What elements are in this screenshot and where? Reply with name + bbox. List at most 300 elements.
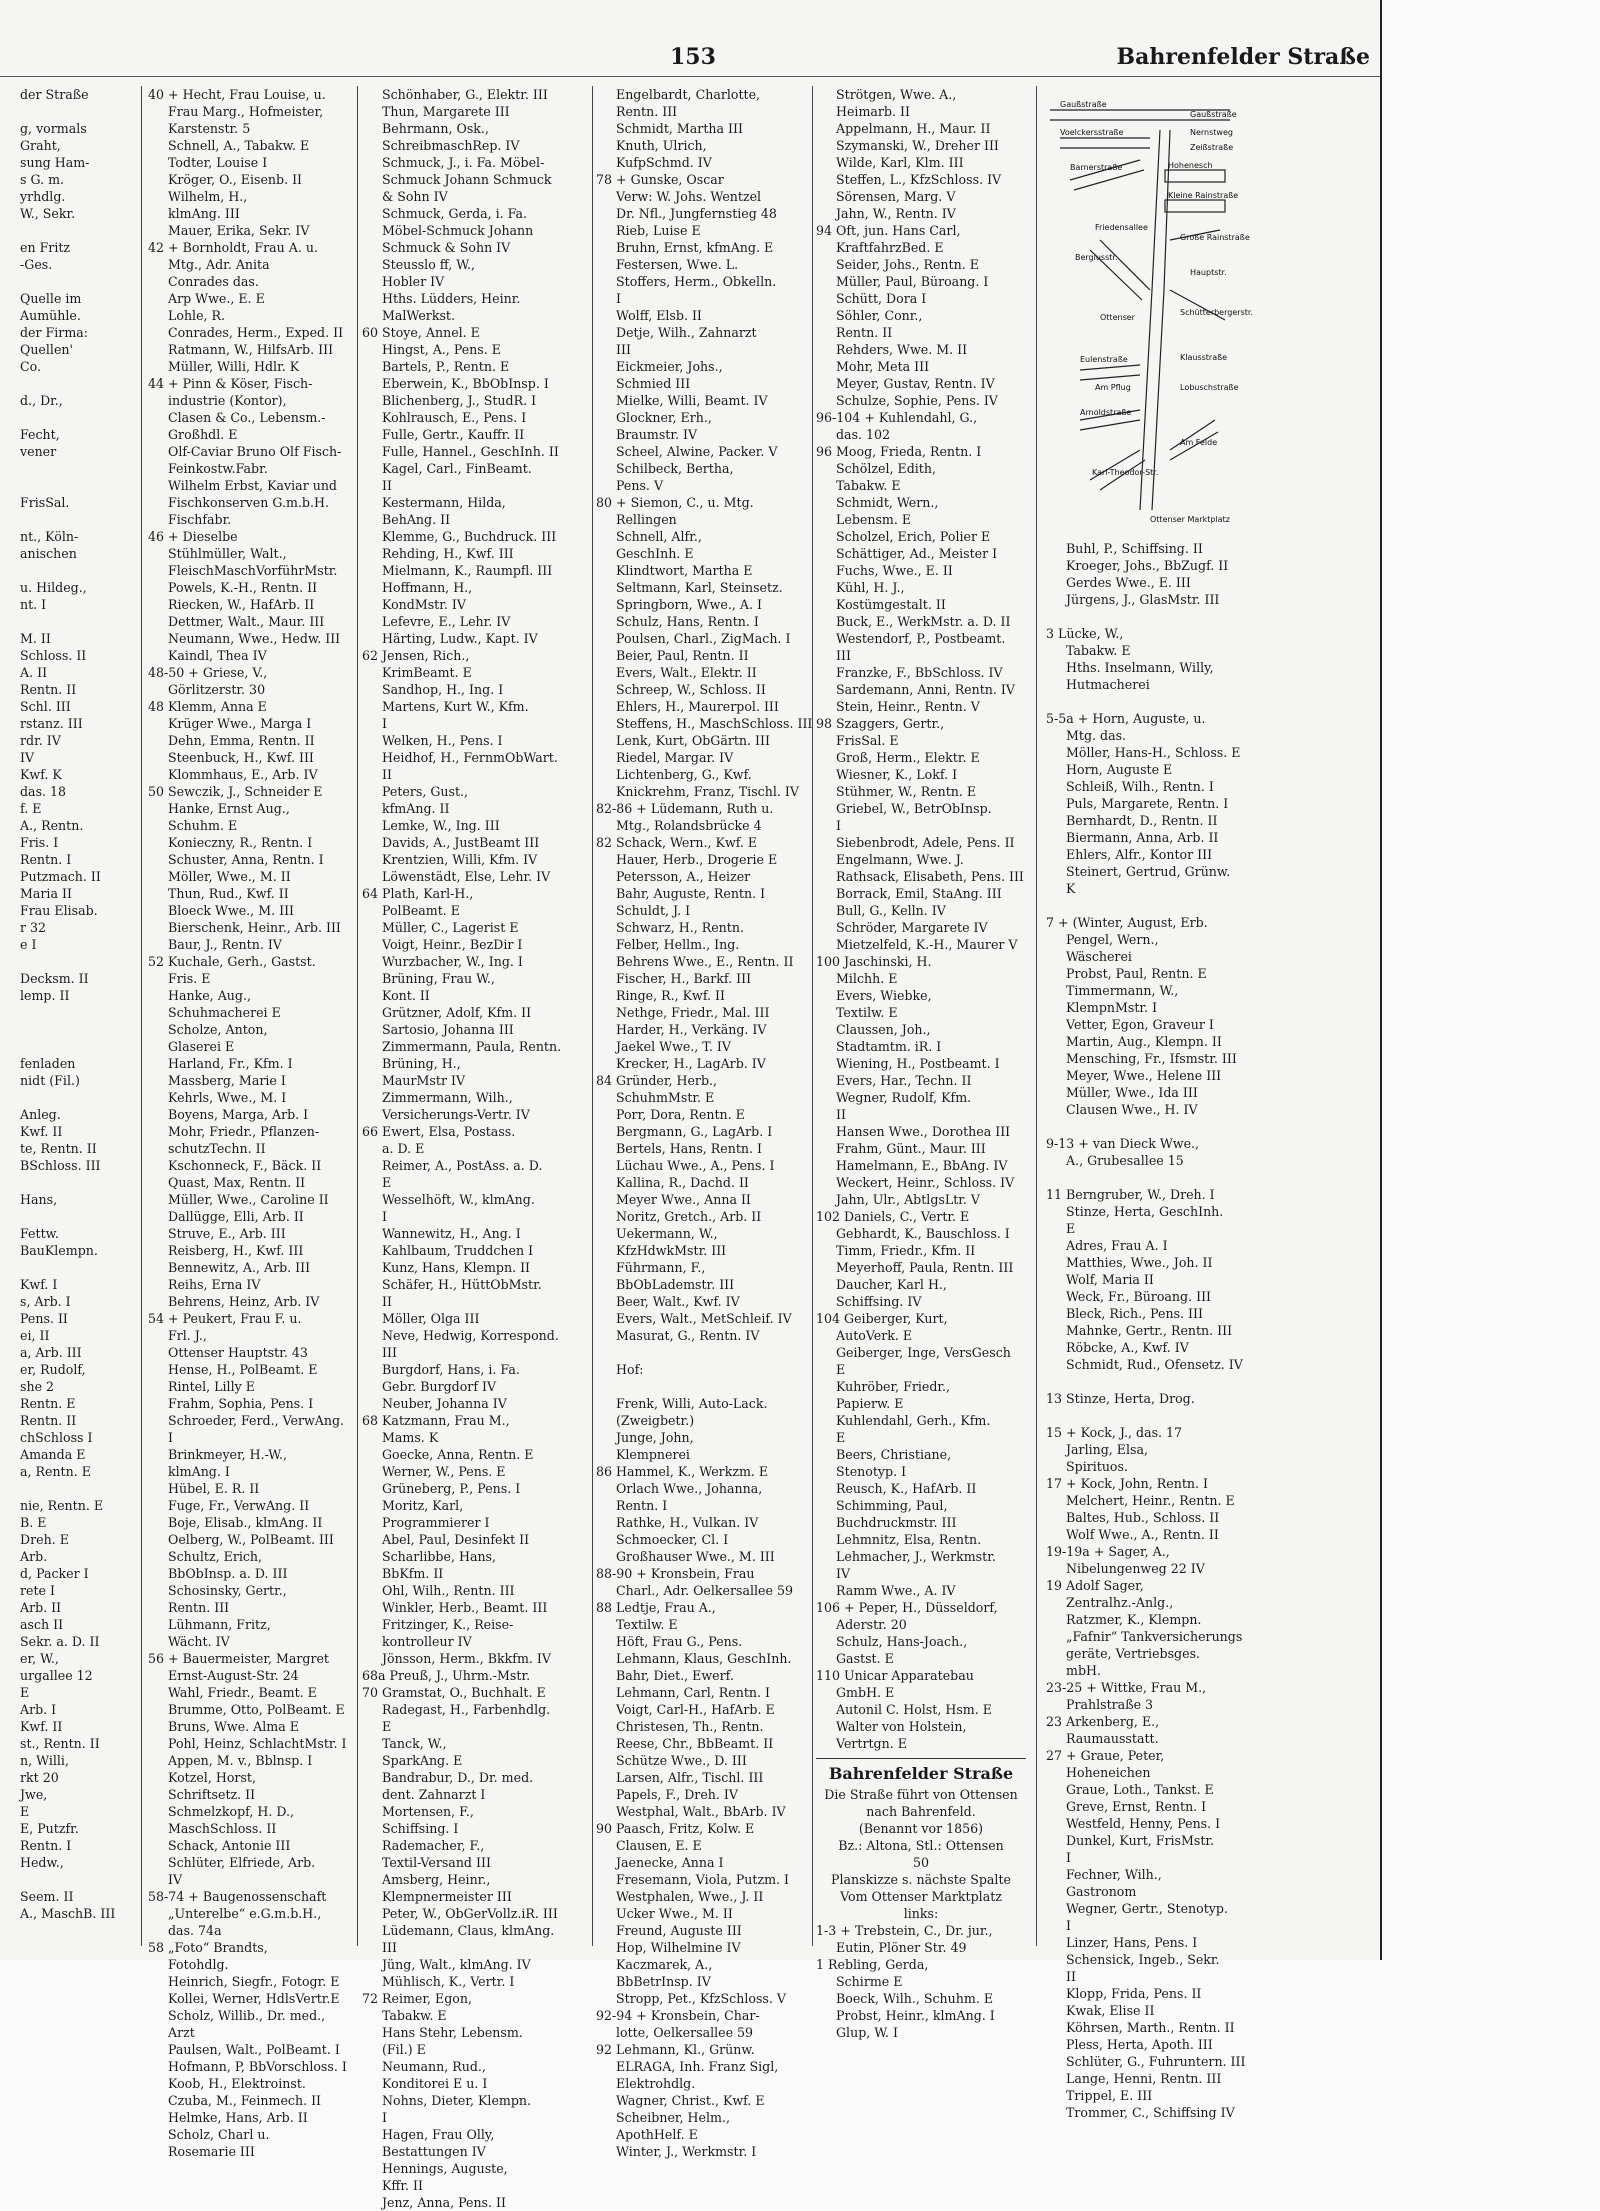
directory-entry-line: Meyerhoff, Paula, Rentn. III (836, 1260, 1014, 1275)
directory-entry-line: Rellingen (616, 512, 677, 527)
directory-entry-line: Wahl, Friedr., Beamt. E (168, 1685, 317, 1700)
directory-entry-line: 90 Paasch, Fritz, Kolw. E (596, 1821, 755, 1836)
directory-entry-line: Radegast, H., Farbenhdlg. (382, 1702, 551, 1717)
directory-entry-line: Porr, Dora, Rentn. E (616, 1107, 745, 1122)
directory-entry-line: der Straße (20, 87, 89, 102)
map-street-label: Nernstweg (1190, 128, 1233, 137)
directory-entry-line: Linzer, Hans, Pens. I (1066, 1935, 1198, 1950)
directory-entry-line: KlempnMstr. I (1066, 1000, 1158, 1015)
directory-entry-line: Söhler, Conr., (836, 308, 923, 323)
section-note-line: Vom Ottenser Marktplatz (840, 1889, 1002, 1904)
directory-entry-line: Walter von Holstein, (836, 1719, 967, 1734)
directory-entry-line: Müller, Wwe., Ida III (1066, 1085, 1198, 1100)
directory-entry-line: Klemme, G., Buchdruck. III (382, 529, 557, 544)
directory-entry-line: Reusch, K., HafArb. II (836, 1481, 977, 1496)
directory-entry-line: 84 Gründer, Herb., (596, 1073, 718, 1088)
directory-entry-line: -Ges. (20, 257, 53, 272)
directory-entry-line: Rentn. II (20, 682, 77, 697)
directory-entry-line: Wiesner, K., Lokf. I (836, 767, 958, 782)
directory-entry-line: Rademacher, F., (382, 1838, 485, 1853)
directory-entry-line: Steusslo ff, W., (382, 257, 476, 272)
directory-entry-line: Kallina, R., Dachd. II (616, 1175, 749, 1190)
directory-entry-line: 15 + Kock, J., das. 17 (1046, 1425, 1183, 1440)
directory-entry-line: Schloss. II (20, 648, 87, 663)
directory-entry-line: Brüning, Frau W., (382, 971, 495, 986)
directory-entry-line: Poulsen, Charl., ZigMach. I (616, 631, 791, 646)
directory-entry-line: Griebel, W., BetrObInsp. (836, 801, 992, 816)
directory-entry-line: nidt (Fil.) (20, 1073, 80, 1088)
map-street-label: Hohenesch (1168, 161, 1213, 170)
directory-entry-line: Aderstr. 20 (836, 1617, 907, 1632)
map-street-label: Bergiusstr. (1075, 253, 1118, 262)
directory-entry-line: Christesen, Th., Rentn. (616, 1719, 764, 1734)
directory-entry-line: u. Hildeg., (20, 580, 87, 595)
directory-entry-line: Schölzel, Edith, (836, 461, 936, 476)
directory-entry-line: Rathsack, Elisabeth, Pens. III (836, 869, 1024, 884)
directory-entry-line: Lehmann, Carl, Rentn. I (616, 1685, 771, 1700)
directory-entry-line: A., Rentn. (20, 818, 84, 833)
directory-entry-line: Clausen Wwe., H. IV (1066, 1102, 1198, 1117)
directory-entry-line: Schmuck Johann Schmuck (382, 172, 552, 187)
directory-entry-line: Fuge, Fr., VerwAng. II (168, 1498, 310, 1513)
directory-entry-line: AutoVerk. E (836, 1328, 913, 1343)
directory-entry-line: Westphalen, Wwe., J. II (616, 1889, 764, 1904)
directory-entry-line: Fechner, Wilh., (1066, 1867, 1162, 1882)
map-street-label: Gaußstraße (1190, 110, 1237, 119)
directory-entry-line: Powels, K.-H., Rentn. II (168, 580, 318, 595)
directory-entry-line: Borrack, Emil, StaAng. III (836, 886, 1002, 901)
directory-entry-line: Thun, Margarete III (382, 104, 510, 119)
directory-entry-line: 102 Daniels, C., Vertr. E (816, 1209, 970, 1224)
directory-entry-line: Klommhaus, E., Arb. IV (168, 767, 318, 782)
directory-entry-line: Bernhardt, D., Rentn. II (1066, 813, 1218, 828)
directory-entry-line: Verw: W. Johs. Wentzel (616, 189, 762, 204)
directory-entry-line: Arb. (20, 1549, 48, 1564)
directory-entry-line: Blichenberg, J., StudR. I (382, 393, 537, 408)
directory-entry-line: Thun, Rud., Kwf. II (168, 886, 289, 901)
directory-entry-line: Biermann, Anna, Arb. II (1066, 830, 1219, 845)
directory-entry-line: SchuhmMstr. E (616, 1090, 715, 1105)
directory-entry-line: kfmAng. II (382, 801, 450, 816)
directory-entry-line: Rathke, H., Vulkan. IV (616, 1515, 759, 1530)
directory-entry-line: Abel, Paul, Desinfekt II (382, 1532, 530, 1547)
directory-entry-line: rdr. IV (20, 733, 61, 748)
directory-entry-line: 96-104 + Kuhlendahl, G., (816, 410, 978, 425)
column-1 (148, 86, 353, 2160)
directory-entry-line: 64 Plath, Karl-H., (362, 886, 474, 901)
directory-entry-line: Davids, A., JustBeamt III (382, 835, 540, 850)
directory-entry-line: Detje, Wilh., Zahnarzt (616, 325, 757, 340)
directory-entry-line: Westfeld, Henny, Pens. I (1066, 1816, 1221, 1831)
directory-entry-line: Dr. Nfl., Jungfernstieg 48 (616, 206, 777, 221)
directory-entry-line: Prahlstraße 3 (1066, 1697, 1154, 1712)
directory-entry-line: Rentn. II (836, 325, 893, 340)
directory-entry-line: Hop, Wilhelmine IV (616, 1940, 741, 1955)
directory-entry-line: Milchh. E (836, 971, 898, 986)
directory-entry-line: Timmermann, W., (1066, 983, 1179, 998)
directory-entry-line: Jönsson, Herm., Bkkfm. IV (382, 1651, 551, 1666)
directory-entry-line: Wannewitz, H., Ang. I (382, 1226, 521, 1241)
directory-entry-line: Martin, Aug., Klempn. II (1066, 1034, 1222, 1049)
directory-entry-line: r 32 (20, 920, 47, 935)
directory-entry-line: Brüning, H., (382, 1056, 461, 1071)
directory-entry-line: vener (20, 444, 57, 459)
directory-entry-line: Krentzien, Willi, Kfm. IV (382, 852, 538, 867)
directory-entry-line: Kotzel, Horst, (168, 1770, 256, 1785)
directory-entry-line: Ratzmer, K., Klempn. (1066, 1612, 1202, 1627)
directory-entry-line: Eberwein, K., BbObInsp. I (382, 376, 549, 391)
directory-entry-line: 54 + Peukert, Frau F. u. (148, 1311, 302, 1326)
directory-entry-line: III (616, 342, 631, 357)
directory-entry-line: Adres, Frau A. I (1066, 1238, 1168, 1253)
directory-entry-line: Horn, Auguste E (1066, 762, 1173, 777)
directory-entry-line: Rentn. E (20, 1396, 76, 1411)
directory-entry-line (0, 1004, 115, 1021)
directory-entry-line: Bertels, Hans, Rentn. I (616, 1141, 763, 1156)
directory-entry-line: Lemke, W., Ing. III (382, 818, 500, 833)
section-note-line: nach Bahrenfeld. (866, 1804, 976, 1819)
directory-entry-line: IV (836, 1566, 851, 1581)
directory-entry-line: Buhl, P., Schiffsing. II (1066, 541, 1203, 556)
directory-entry-line: Puls, Margarete, Rentn. I (1066, 796, 1229, 811)
directory-entry-line: Wolff, Elsb. II (616, 308, 702, 323)
directory-entry-line: Werner, W., Pens. E (382, 1464, 506, 1479)
directory-entry-line: Stenotyp. I (836, 1464, 907, 1479)
directory-entry-line: Lichtenberg, G., Kwf. (616, 767, 752, 782)
directory-entry-line: 1-3 + Trebstein, C., Dr. jur., (816, 1923, 993, 1938)
directory-entry-line: Jarling, Elsa, (1066, 1442, 1149, 1457)
map-street-label: Gaußstraße (1060, 100, 1107, 109)
directory-entry-line: Conrades, Herm., Exped. II (168, 325, 344, 340)
directory-entry-line: E (836, 1430, 846, 1445)
directory-entry-line: Papels, F., Dreh. IV (616, 1787, 738, 1802)
directory-entry-line: Kwf. II (20, 1719, 63, 1734)
directory-entry-line: 82-86 + Lüdemann, Ruth u. (596, 801, 774, 816)
page-number: 153 (670, 44, 716, 70)
directory-entry-line: Lenk, Kurt, ObGärtn. III (616, 733, 770, 748)
street-header: Bahrenfelder Straße (1116, 44, 1370, 70)
directory-entry-line: fenladen (20, 1056, 76, 1071)
directory-entry-line: Klempnerei (616, 1447, 690, 1462)
directory-entry-line: g, vormals (20, 121, 87, 136)
directory-entry-line: SchreibmaschRep. IV (382, 138, 520, 153)
directory-entry-line: Reese, Chr., BbBeamt. II (616, 1736, 774, 1751)
directory-entry-line: Ohl, Wilh., Rentn. III (382, 1583, 515, 1598)
directory-entry-line: Textilw. E (616, 1617, 678, 1632)
directory-entry-line: KufpSchmd. IV (616, 155, 712, 170)
directory-entry-line: Lehmnitz, Elsa, Rentn. (836, 1532, 982, 1547)
directory-entry-line: Claussen, Joh., (836, 1022, 931, 1037)
directory-entry-line: Jürgens, J., GlasMstr. III (1066, 592, 1220, 607)
directory-entry-line: Arb. I (20, 1702, 57, 1717)
directory-entry-line (0, 375, 115, 392)
directory-entry-line: Schulz, Hans, Rentn. I (616, 614, 759, 629)
directory-entry-line: Schäfer, H., HüttObMstr. (382, 1277, 542, 1292)
directory-entry-line: Reisberg, H., Kwf. III (168, 1243, 304, 1258)
directory-entry-line (0, 562, 115, 579)
directory-entry-line: Arzt (168, 2025, 195, 2040)
directory-entry-line: Wegner, Rudolf, Kfm. (836, 1090, 972, 1105)
directory-entry-line: I (382, 1209, 387, 1224)
section-note-line: links: (903, 1906, 939, 1921)
directory-entry-line: Burgdorf, Hans, i. Fa. (382, 1362, 520, 1377)
directory-entry-line: Rosemarie III (168, 2144, 255, 2159)
directory-entry-line: Welken, H., Pens. I (382, 733, 503, 748)
directory-entry-line: Evers, Har., Techn. II (836, 1073, 972, 1088)
directory-entry-line: 19 Adolf Sager, (1046, 1578, 1144, 1593)
map-street-label: Am Felde (1180, 438, 1218, 447)
directory-entry-line: Lehmacher, J., Werkmstr. (836, 1549, 996, 1564)
directory-entry-line: E (20, 1804, 30, 1819)
directory-entry-line: III (836, 648, 851, 663)
section-note-line: Bz.: Altona, Stl.: Ottensen (838, 1838, 1004, 1853)
directory-entry-line (0, 460, 115, 477)
directory-entry-line: Gebr. Burgdorf IV (382, 1379, 497, 1394)
directory-entry-line: Appelmann, H., Maur. II (836, 121, 991, 136)
directory-entry-line (1046, 608, 1246, 625)
directory-entry-line: Heidhof, H., FernmObWart. (382, 750, 558, 765)
directory-entry-line: MalWerkst. (382, 308, 455, 323)
directory-entry-line: Wächt. IV (168, 1634, 230, 1649)
directory-entry-line: nt. I (20, 597, 47, 612)
directory-entry-line (1046, 693, 1246, 710)
directory-entry-line: a, Arb. III (20, 1345, 82, 1360)
directory-entry-line: „Unterelbe“ e.G.m.b.H., (168, 1906, 322, 1921)
directory-entry-line: Gebhardt, K., Bauschloss. I (836, 1226, 1010, 1241)
column-divider (141, 86, 142, 1946)
directory-entry-line: Rintel, Lilly E (168, 1379, 255, 1394)
directory-entry-line: Arb. II (20, 1600, 62, 1615)
directory-entry-line: E (20, 1685, 30, 1700)
directory-entry-line: 60 Stoye, Annel. E (362, 325, 480, 340)
directory-entry-line: Timm, Friedr., Kfm. II (836, 1243, 976, 1258)
directory-entry-line: Glaserei E (168, 1039, 235, 1054)
directory-entry-line: Schreep, W., Schloss. II (616, 682, 766, 697)
directory-entry-line: s G. m. (20, 172, 65, 187)
column-2 (362, 86, 589, 2211)
directory-entry-line: Hths. Lüdders, Heinr. (382, 291, 521, 306)
directory-entry-line: Bruns, Wwe. Alma E (168, 1719, 299, 1734)
directory-entry-line: 17 + Kock, John, Rentn. I (1046, 1476, 1208, 1491)
directory-entry-line: Hobler IV (382, 274, 445, 289)
directory-entry-line: Bull, G., Kelln. IV (836, 903, 946, 918)
directory-entry-line: Schirme E (836, 1974, 903, 1989)
directory-entry-line: I (616, 291, 621, 306)
directory-entry-line: Mtg., Adr. Anita (168, 257, 270, 272)
directory-entry-line: Dettmer, Walt., Maur. III (168, 614, 325, 629)
directory-entry-line: Frau Marg., Hofmeister, (168, 104, 324, 119)
directory-entry-line: Lüdemann, Claus, klmAng. (382, 1923, 555, 1938)
directory-entry-line: Kffr. II (382, 2178, 423, 2193)
directory-entry-line: 13 Stinze, Herta, Drog. (1046, 1391, 1195, 1406)
map-street-label: Zeißstraße (1190, 143, 1234, 152)
page-header (600, 42, 1370, 72)
directory-entry-line: I (382, 716, 387, 731)
directory-entry-line: Riecken, W., HafArb. II (168, 597, 315, 612)
directory-entry-line: der Firma: (20, 325, 89, 340)
directory-entry-line: d, Packer I (20, 1566, 89, 1581)
directory-entry-line: Buck, E., WerkMstr. a. D. II (836, 614, 1011, 629)
directory-entry-line (1046, 897, 1246, 914)
directory-entry-line: Ottenser Hauptstr. 43 (168, 1345, 308, 1360)
directory-entry-line: Pens. V (616, 478, 664, 493)
directory-entry-line: Schmied III (616, 376, 691, 391)
directory-entry-line: Konieczny, R., Rentn. I (168, 835, 313, 850)
directory-entry-line: Gerdes Wwe., E. III (1066, 575, 1191, 590)
directory-entry-line: Wolf, Maria II (1066, 1272, 1154, 1287)
directory-entry-line: Meyer Wwe., Anna II (616, 1192, 751, 1207)
directory-entry-line: Conrades das. (168, 274, 259, 289)
directory-entry-line: 68 Katzmann, Frau M., (362, 1413, 510, 1428)
directory-entry-line: Meyer, Wwe., Helene III (1066, 1068, 1222, 1083)
directory-entry-line: Grützner, Adolf, Kfm. II (382, 1005, 532, 1020)
directory-entry-line (0, 1038, 115, 1055)
column-3 (596, 86, 813, 2160)
directory-entry-line: Riedel, Margar. IV (616, 750, 734, 765)
directory-entry-line: Tabakw. E (836, 478, 901, 493)
directory-entry-line: Graue, Loth., Tankst. E (1066, 1782, 1214, 1797)
directory-entry-line: Sörensen, Marg. V (836, 189, 956, 204)
directory-entry-line: Koob, H., Elektroinst. (168, 2076, 306, 2091)
directory-entry-line: Todter, Louise I (168, 155, 268, 170)
map-street-label: Barnerstraße (1070, 163, 1123, 172)
directory-entry-line: BbKfm. II (382, 1566, 444, 1581)
directory-entry-line: Schütt, Dora I (836, 291, 927, 306)
directory-entry-line: Kwf. I (20, 1277, 58, 1292)
directory-entry-line: Krüger Wwe., Marga I (168, 716, 312, 731)
directory-entry-line: Petersson, A., Heizer (616, 869, 751, 884)
directory-entry-line: 58 „Foto“ Brandts, (148, 1940, 268, 1955)
directory-entry-line: Trommer, C., Schiffsing IV (1066, 2105, 1235, 2120)
column-divider (1036, 86, 1037, 1946)
directory-entry-line: Tanck, W., (382, 1736, 447, 1751)
directory-entry-line: Quast, Max, Rentn. II (168, 1175, 306, 1190)
directory-entry-line: Olf-Caviar Bruno Olf Fisch- (168, 444, 342, 459)
directory-entry-line: Stein, Heinr., Rentn. V (836, 699, 980, 714)
directory-entry-line: 46 + Dieselbe (148, 529, 238, 544)
directory-entry-line: Heinrich, Siegfr., Fotogr. E (168, 1974, 340, 1989)
directory-entry-line: (Fil.) E (382, 2042, 426, 2057)
directory-entry-line: Hans Stehr, Lebensm. (382, 2025, 523, 2040)
directory-entry-line: Mtg., Rolandsbrücke 4 (616, 818, 762, 833)
directory-entry-line: a, Rentn. E (20, 1464, 91, 1479)
directory-entry-line: Schütze Wwe., D. III (616, 1753, 747, 1768)
directory-entry-line: Schl. III (20, 699, 71, 714)
directory-entry-line: Uekermann, W., (616, 1226, 718, 1241)
directory-entry-line: Winter, J., Werkmstr. I (616, 2144, 757, 2159)
directory-entry-line: I (382, 2110, 387, 2125)
directory-entry-line (0, 511, 115, 528)
directory-entry-line: Mtg. das. (1066, 728, 1127, 743)
directory-entry-line: Härting, Ludw., Kapt. IV (382, 631, 538, 646)
directory-entry-line: Bartels, P., Rentn. E (382, 359, 510, 374)
directory-entry-line: 70 Gramstat, O., Buchhalt. E (362, 1685, 546, 1700)
column-divider (812, 86, 813, 1946)
directory-entry-line: Pens. II (20, 1311, 68, 1326)
directory-entry-line: lemp. II (20, 988, 70, 1003)
map-street-label: Ottenser (1100, 313, 1135, 322)
directory-entry-line: Quelle im (20, 291, 82, 306)
directory-entry-line: Großhauser Wwe., M. III (616, 1549, 775, 1564)
directory-entry-line: Weck, Fr., Büroang. III (1066, 1289, 1212, 1304)
directory-entry-line: Löwenstädt, Else, Lehr. IV (382, 869, 551, 884)
directory-entry-line: Papierw. E (836, 1396, 904, 1411)
directory-entry-line: Beers, Christiane, (836, 1447, 952, 1462)
directory-entry-line: Harder, H., Verkäng. IV (616, 1022, 767, 1037)
directory-entry-line: MaschSchloss. II (168, 1821, 277, 1836)
directory-entry-line: Schmidt, Martha III (616, 121, 743, 136)
directory-entry-line: Behrmann, Osk., (382, 121, 489, 136)
directory-entry-line: 92 Lehmann, Kl., Grünw. (596, 2042, 755, 2057)
directory-entry-line (0, 1174, 115, 1191)
directory-entry-line: 94 Oft, jun. Hans Carl, (816, 223, 961, 238)
column-4 (816, 86, 1026, 2041)
directory-entry-line: Beier, Paul, Rentn. II (616, 648, 749, 663)
directory-entry-line: Ringe, R., Kwf. II (616, 988, 725, 1003)
map-street-label: Eulenstraße (1080, 355, 1128, 364)
directory-entry-line: Schuldt, J. I (616, 903, 691, 918)
directory-entry-line: Stühmer, W., Rentn. E (836, 784, 977, 799)
directory-entry-line: Larsen, Alfr., Tischl. III (616, 1770, 764, 1785)
directory-entry-line: Seltmann, Karl, Steinsetz. (616, 580, 783, 595)
directory-entry-line: IV (20, 750, 35, 765)
directory-entry-line: Evers, Wiebke, (836, 988, 932, 1003)
directory-entry-line: III (382, 1345, 397, 1360)
directory-entry-line: Gastronom (1066, 1884, 1137, 1899)
directory-entry-line: yrhdlg. (20, 189, 66, 204)
directory-entry-line: Neve, Hedwig, Korrespond. (382, 1328, 559, 1343)
directory-entry-line: 80 + Siemon, C., u. Mtg. (596, 495, 754, 510)
map-street-label: Friedensallee (1095, 223, 1148, 232)
directory-entry-line: Mauer, Erika, Sekr. IV (168, 223, 310, 238)
directory-entry-line: Glockner, Erh., (616, 410, 712, 425)
directory-entry-line: BSchloss. III (20, 1158, 101, 1173)
directory-entry-line: 23-25 + Wittke, Frau M., (1046, 1680, 1207, 1695)
directory-entry-line: Schmuck & Sohn IV (382, 240, 511, 255)
directory-entry-line: Brinkmeyer, H.-W., (168, 1447, 287, 1462)
directory-entry-line: Hamelmann, E., BbAng. IV (836, 1158, 1008, 1173)
directory-entry-line: Textil-Versand III (382, 1855, 491, 1870)
directory-entry-line: Behrens Wwe., E., Rentn. II (616, 954, 794, 969)
directory-entry-line: Wolf Wwe., A., Rentn. II (1066, 1527, 1219, 1542)
directory-entry-line: Vertrtgn. E (836, 1736, 907, 1751)
directory-entry-line: Textilw. E (836, 1005, 898, 1020)
directory-entry-line: Quellen' (20, 342, 73, 357)
directory-entry-line: Schättiger, Ad., Meister I (836, 546, 998, 561)
directory-entry-line: Kagel, Carl., FinBeamt. (382, 461, 532, 476)
directory-entry-line: Wagner, Christ., Kwf. E (616, 2093, 765, 2108)
directory-entry-line: Schmidt, Wern., (836, 495, 939, 510)
directory-entry-line: asch II (20, 1617, 64, 1632)
directory-entry-line: er, Rudolf, (20, 1362, 86, 1377)
directory-entry-line: Scheibner, Helm., (616, 2110, 730, 2125)
directory-entry-line: Maria II (20, 886, 72, 901)
directory-entry-line: Frau Elisab. (20, 903, 98, 918)
directory-entry-line: Mühlisch, K., Vertr. I (382, 1974, 515, 1989)
directory-entry-line: Probst, Paul, Rentn. E (1066, 966, 1207, 981)
directory-entry-line: Klempnermeister III (382, 1889, 512, 1904)
section-rule (816, 1758, 1026, 1759)
directory-entry-line: Fulle, Hannel., GeschInh. II (382, 444, 559, 459)
directory-entry-line: kontrolleur IV (382, 1634, 472, 1649)
directory-entry-line (1046, 1169, 1246, 1186)
directory-entry-line: Ehlers, Alfr., Kontor III (1066, 847, 1213, 862)
directory-entry-line: Paulsen, Walt., PolBeamt. I (168, 2042, 340, 2057)
directory-entry-line: Schlüter, G., Fuhruntern. III (1066, 2054, 1246, 2069)
directory-entry-line: Baur, J., Rentn. IV (168, 937, 282, 952)
directory-entry-line: Tabakw. E (382, 2008, 447, 2023)
directory-entry-line: Schilbeck, Bertha, (616, 461, 734, 476)
